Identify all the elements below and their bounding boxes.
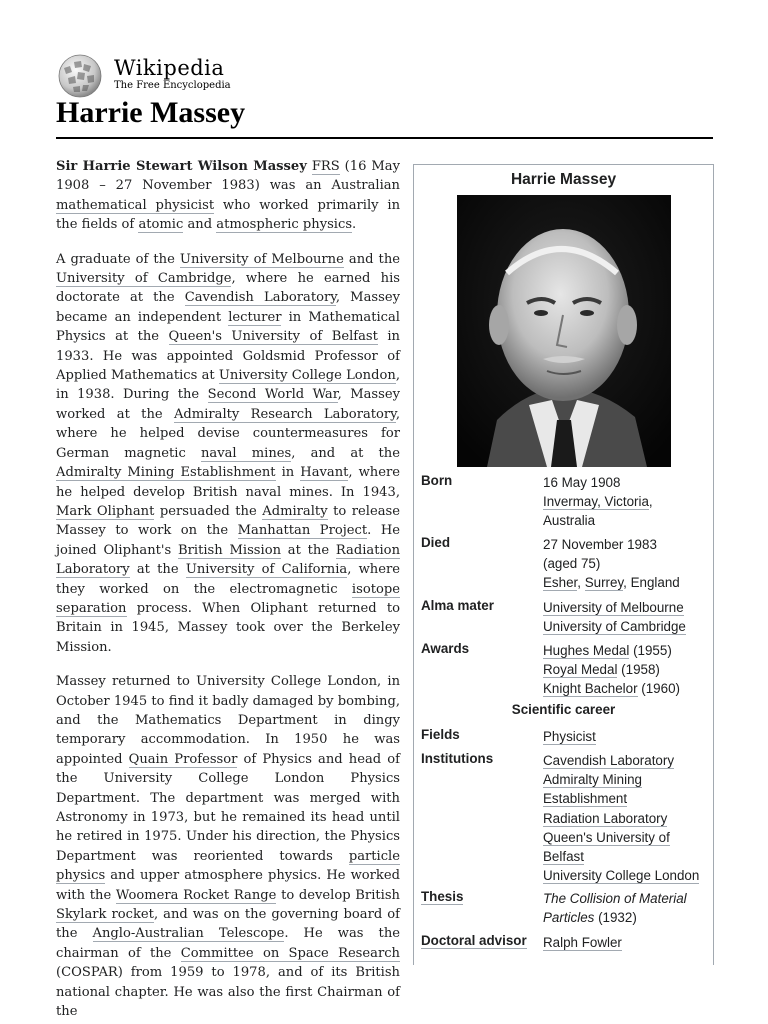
link-skylark-rocket[interactable]: Skylark rocket — [56, 907, 154, 923]
link-mark-oliphant[interactable]: Mark Oliphant — [56, 503, 155, 519]
site-header — [56, 54, 716, 98]
institutions-label: Institutions — [421, 751, 494, 766]
link-atmospheric-physics[interactable]: atmospheric physics — [216, 217, 353, 233]
text: at the — [281, 542, 336, 558]
link-ralph-fowler[interactable]: Ralph Fowler — [543, 935, 622, 950]
text: . — [352, 217, 357, 233]
link-university-of-cambridge[interactable]: University of Cambridge — [543, 619, 686, 635]
text: (16 May 1908 – 27 November 1983) was an Australian — [56, 159, 400, 194]
text: in Mathematical Physics at the — [56, 309, 400, 345]
text: , and was on the governing board of the — [56, 907, 400, 942]
link-university-college-london[interactable]: University College London — [543, 868, 700, 884]
fields-value — [543, 727, 596, 746]
link-woomera-rocket-range[interactable]: Woomera Rocket Range — [115, 887, 277, 903]
text: , Massey became an independent — [56, 290, 400, 325]
text: to release Massey to work on the — [56, 503, 400, 539]
thesis-title-line1: The Collision of Material — [543, 891, 687, 906]
thesis-title-line2 — [543, 908, 687, 927]
link-committee-on-space-research[interactable]: Committee on Space Research — [180, 945, 400, 961]
alma-mater-label: Alma mater — [421, 598, 494, 613]
article-body — [56, 157, 401, 1020]
died-age: (aged 75) — [543, 556, 601, 572]
link-belfast[interactable]: Belfast — [543, 849, 584, 865]
doctoral-advisor-value — [543, 933, 622, 952]
link-radiation-laboratory[interactable]: Radiation Laboratory — [543, 810, 668, 826]
text: A graduate of the — [56, 251, 180, 267]
infobox-title: Harrie Massey — [510, 171, 617, 188]
text: to develop British — [276, 887, 400, 903]
link-thesis[interactable]: Thesis — [421, 889, 464, 904]
link-second-world-war[interactable]: Second World War — [207, 387, 338, 403]
doctoral-advisor-label — [421, 933, 541, 948]
fields-label: Fields — [421, 727, 460, 742]
link-invermay-victoria[interactable]: Invermay, Victoria — [543, 494, 649, 510]
link-physicist[interactable]: Physicist — [543, 729, 596, 744]
text: in 1933. He was appointed Goldsmid Professor of Applied Mathematics at — [56, 329, 400, 384]
text: in — [275, 465, 301, 481]
born-label: Born — [421, 473, 453, 488]
born-value — [543, 473, 653, 531]
text: , — [648, 494, 653, 510]
text: (1960) — [637, 681, 680, 697]
text: , — [577, 575, 585, 591]
link-admiralty-research-laboratory[interactable]: Admiralty Research Laboratory — [173, 406, 396, 422]
page-title: Harrie Massey — [56, 96, 246, 129]
section-scientific-career: Scientific career — [511, 702, 616, 717]
link-naval-mines[interactable]: naval mines — [200, 445, 292, 461]
link-university-of-california[interactable]: University of California — [185, 562, 348, 578]
title-divider — [56, 137, 713, 139]
link-university-college-london[interactable]: University College London — [218, 368, 396, 384]
link-mathematical-physicist[interactable]: mathematical physicist — [56, 197, 215, 213]
alma-mater-value — [543, 598, 686, 636]
died-value — [543, 535, 680, 593]
later-career-paragraph — [56, 672, 400, 1021]
link-british-mission[interactable]: British Mission — [178, 542, 282, 558]
died-place — [543, 573, 680, 592]
link-queens-university[interactable]: Queen's University of — [543, 829, 670, 845]
text: , in 1938. During the — [56, 368, 400, 403]
infobox — [413, 164, 714, 965]
text: Particles — [543, 910, 595, 926]
wikipedia-tagline: The Free Encyclopedia — [114, 80, 231, 91]
thesis-value — [543, 889, 687, 927]
text: , England — [623, 575, 680, 591]
subject-name: Sir Harrie Stewart Wilson Massey — [56, 159, 307, 174]
wikipedia-globe-logo[interactable] — [56, 54, 104, 98]
text: . He was the chairman of the — [56, 926, 400, 961]
text: persuaded the — [154, 503, 263, 519]
link-havant[interactable]: Havant — [300, 465, 349, 481]
link-isotope-separation[interactable]: isotope separation — [56, 581, 400, 616]
text: and — [183, 217, 217, 233]
portrait-photo[interactable] — [457, 195, 671, 467]
text: . He joined Oliphant's — [56, 523, 400, 558]
link-particle-physics[interactable]: particle physics — [56, 848, 400, 884]
born-country: Australia — [543, 513, 596, 529]
wikipedia-wordmark: Wikipedia — [114, 56, 225, 80]
awards-value — [543, 641, 680, 699]
text: Massey returned to University College London, in October 1945 to find it badly damaged by bombing, and the Mathematics Department in dingy temporary accommodation. In 1950 he was appointed — [56, 674, 400, 767]
link-establishment[interactable]: Establishment — [543, 791, 628, 807]
text: , where he earned his doctorate at the — [56, 271, 401, 306]
link-cavendish-laboratory[interactable]: Cavendish Laboratory — [184, 290, 336, 306]
awards-label: Awards — [421, 641, 470, 656]
text: , and at the — [291, 445, 400, 461]
text: at the — [129, 562, 186, 578]
link-manhattan-project[interactable]: Manhattan Project — [237, 523, 368, 539]
text: and the — [343, 251, 401, 267]
link-royal-medal[interactable]: Royal Medal — [543, 662, 618, 678]
link-admiralty-mining-establishment[interactable]: Admiralty Mining Establishment — [56, 465, 276, 481]
text: and upper atmosphere physics. He worked with the — [56, 868, 400, 903]
institutions-value — [543, 751, 699, 885]
text: process. When Oliphant returned to Britain in 1945, Massey took over the Berkeley Mission. — [56, 600, 400, 655]
died-label: Died — [421, 535, 451, 550]
text: of Physics and head of the University College London Physics Department. The department was merged with Astronomy in 1973, but he remained its head until he retired in 1975. Under his direction, the Physics Department was reoriented towards — [56, 751, 400, 864]
text: (1932) — [594, 910, 637, 926]
link-university-of-cambridge[interactable]: University of Cambridge — [56, 271, 232, 287]
link-university-of-melbourne[interactable]: University of Melbourne — [543, 600, 684, 615]
text: who worked primarily in the fields of — [56, 197, 400, 233]
text: , where they worked on the electromagnetic — [56, 562, 400, 597]
link-esher[interactable]: Esher — [543, 575, 578, 591]
link-quain-professor[interactable]: Quain Professor — [128, 751, 238, 767]
link-surrey[interactable]: Surrey — [584, 575, 624, 591]
link-university-of-melbourne[interactable]: University of Melbourne — [179, 251, 344, 267]
link-knight-bachelor[interactable]: Knight Bachelor — [543, 681, 638, 697]
born-date: 16 May 1908 — [543, 475, 621, 490]
link-radiation-laboratory[interactable]: Radiation Laboratory — [56, 542, 400, 578]
link-hughes-medal[interactable]: Hughes Medal — [543, 643, 630, 658]
text: , Massey worked at the — [56, 387, 400, 422]
link-doctoral-advisor[interactable]: Doctoral advisor — [421, 933, 527, 948]
text: , where he helped devise countermeasures for German magnetic — [56, 406, 400, 461]
link-admiralty[interactable]: Admiralty — [262, 503, 328, 519]
text: (1955) — [629, 643, 672, 658]
died-date: 27 November 1983 — [543, 537, 657, 552]
link-lecturer[interactable]: lecturer — [228, 309, 282, 325]
career-paragraph — [56, 250, 400, 658]
link-frs[interactable]: FRS — [311, 159, 340, 174]
link-cavendish-laboratory[interactable]: Cavendish Laboratory — [543, 753, 675, 768]
born-place — [543, 492, 653, 511]
link-atomic[interactable]: atomic — [138, 217, 184, 233]
thesis-label — [421, 889, 541, 904]
text: , where he helped develop British naval mines. In 1943, — [56, 465, 400, 500]
link-admiralty-mining[interactable]: Admiralty Mining — [543, 772, 642, 788]
link-queens-university-belfast[interactable]: Queen's University of Belfast — [168, 329, 378, 345]
text: (1958) — [617, 662, 660, 678]
link-anglo-australian-telescope[interactable]: Anglo-Australian Telescope — [92, 926, 285, 942]
text: (COSPAR) from 1959 to 1978, and of its British national chapter. He was also the first Chairman of the — [56, 965, 400, 1020]
intro-paragraph — [56, 157, 400, 235]
